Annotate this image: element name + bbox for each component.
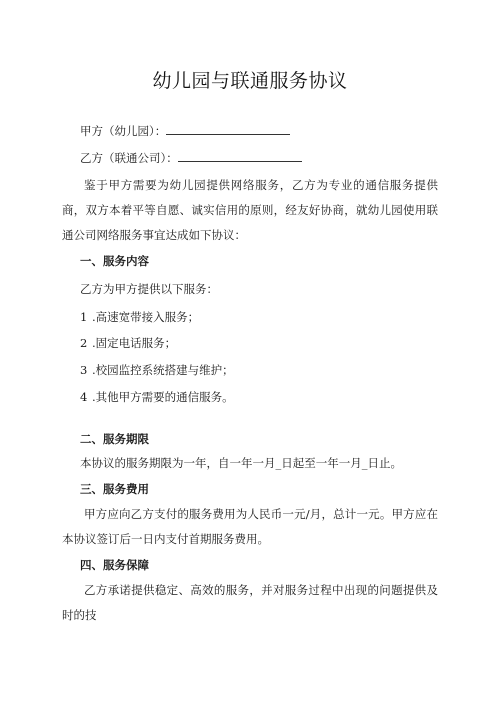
service-item-1 — [80, 309, 199, 325]
section-2-body: 本协议的服务期限为一年，自一年一月_日起至一年一月_日止。 — [80, 456, 402, 470]
section-4-body: 乙方承诺提供稳定、高效的服务，并对服务过程中出现的问题提供及时的技 — [62, 583, 438, 622]
section-1-heading: 一、服务内容 — [80, 254, 149, 268]
service-item-text: .固定电话服务； — [92, 336, 177, 350]
party-b-label: 乙方（联通公司）： — [80, 151, 178, 165]
service-item-text: .高速宽带接入服务； — [92, 310, 200, 324]
service-item-number: 4 — [80, 390, 88, 404]
service-item-text: .校园监控系统搭建与维护； — [92, 363, 234, 377]
party-b-blank — [178, 152, 302, 162]
service-item-4 — [80, 389, 234, 405]
party-a-line — [80, 124, 290, 138]
service-item-2 — [80, 335, 176, 351]
intro-paragraph: 鉴于甲方需要为幼儿园提供网络服务，乙方为专业的通信服务提供商，双方本着平等自愿、诚实信用的原则，经友好协商，就幼儿园使用联通公司网络服务事宜达成如下协议： — [62, 178, 438, 242]
service-item-number: 2 — [80, 336, 88, 350]
service-item-3 — [80, 362, 234, 378]
party-b-line — [80, 151, 302, 165]
service-item-number: 3 — [80, 363, 88, 377]
party-a-blank — [166, 125, 290, 135]
service-item-number: 1 — [80, 310, 88, 324]
section-1-lead: 乙方为甲方提供以下服务： — [80, 282, 218, 296]
service-item-text: .其他甲方需要的通信服务。 — [92, 390, 234, 404]
section-2-heading: 二、服务期限 — [80, 432, 149, 446]
document-title: 幼儿园与联通服务协议 — [152, 70, 348, 92]
party-a-label: 甲方（幼儿园）： — [80, 124, 167, 138]
section-3-heading: 三、服务费用 — [80, 482, 149, 496]
section-3-body: 甲方应向乙方支付的服务费用为人民币一元/月，总计一元。甲方应在本协议签订后一日内支付首期服务费用。 — [62, 507, 438, 546]
section-4-heading: 四、服务保障 — [80, 558, 149, 572]
